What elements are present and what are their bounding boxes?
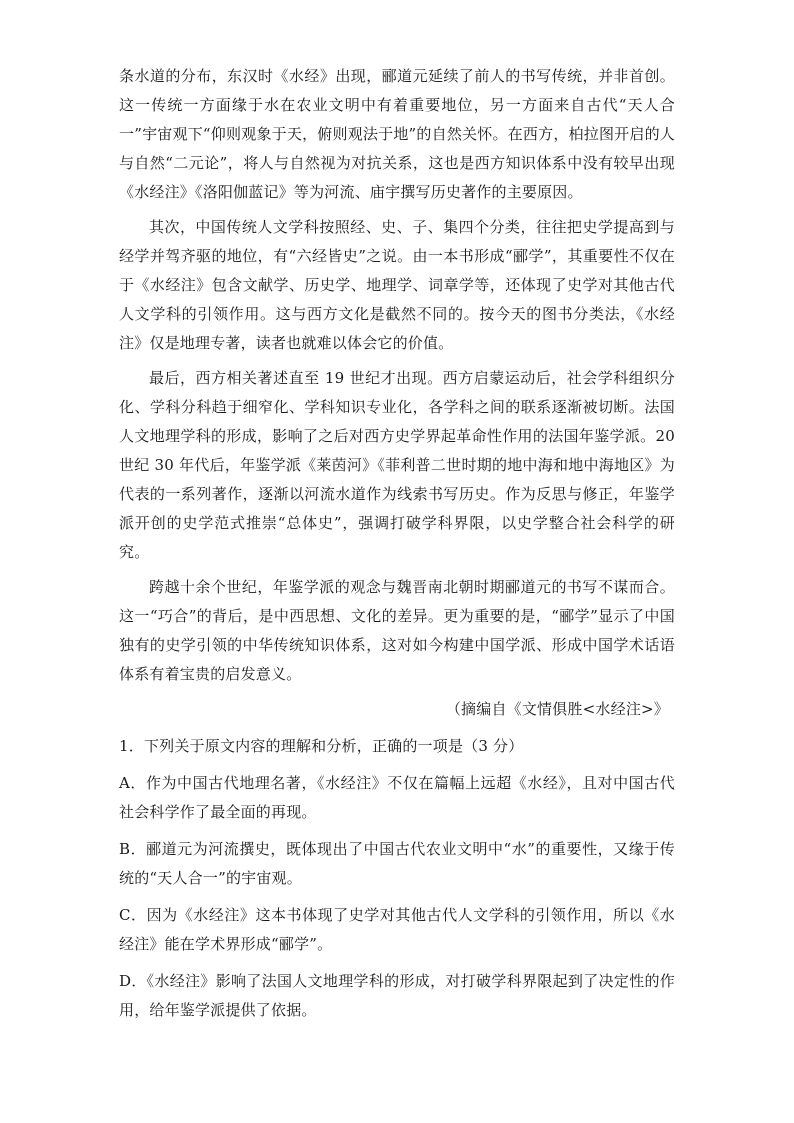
option-d: D．《水经注》影响了法国人文地理学科的形成，对打破学科界限起到了决定性的作用，给年鉴学派提供了依据。	[119, 972, 675, 1019]
paragraph-4: 跨越十余个世纪，年鉴学派的观念与魏晋南北朝时期郦道元的书写不谋而合。这一“巧合”的背后，是中西思想、文化的差异。更为重要的是，“郦学”显示了中国独有的史学引领的中华传统知识体系，这对如今构建中国学派、形成中国学术话语体系有着宝贵的启发意义。	[119, 578, 675, 683]
paragraph-3: 最后，西方相关著述直至 19 世纪才出现。西方启蒙运动后，社会学科组织分化、学科分科趋于细窄化、学科知识专业化，各学科之间的联系逐渐被切断。法国人文地理学科的形成，影响了之后对西方史学界起革命性作用的法国年鉴学派。20 世纪 30 年代后，年鉴学派《莱茵河》《菲利普二世时期的地中海和地中海地区》为代表的一系列著作，逐渐以河流水道作为线索书写历史。作为反思与修正，年鉴学派开创的史学范式推崇“总体史”，强调打破学科界限，以史学整合社会科学的研究。	[119, 369, 675, 561]
option-a: A．作为中国古代地理名著，《水经注》不仅在篇幅上远超《水经》，且对中国古代社会科学作了最全面的再现。	[119, 774, 675, 821]
source-citation: （摘编自《文情俱胜<水经注>》	[445, 700, 669, 718]
paragraph-1: 条水道的分布，东汉时《水经》出现，郦道元延续了前人的书写传统，并非首创。这一传统一方面缘于水在农业文明中有着重要地位，另一方面来自古代“天人合一”宇宙观下“仰则观象于天，俯则观法于地”的自然关怀。在西方，柏拉图开启的人与自然“二元论”，将人与自然视为对抗关系，这也是西方知识体系中没有较早出现《水经注》《洛阳伽蓝记》等为河流、庙宇撰写历史著作的主要原因。	[119, 67, 675, 201]
paragraph-2: 其次，中国传统人文学科按照经、史、子、集四个分类，往往把史学提高到与经学并驾齐驱的地位，有“六经皆史”之说。由一本书形成“郦学”，其重要性不仅在于《水经注》包含文献学、历史学、地理学、词章学等，还体现了史学对其他古代人文学科的引领作用。这与西方文化是截然不同的。按今天的图书分类法，《水经注》仅是地理专著，读者也就难以体会它的价值。	[119, 218, 675, 352]
document-page	[119, 62, 675, 1033]
option-b: B．郦道元为河流撰史，既体现出了中国古代农业文明中“水”的重要性，又缘于传统的“天人合一”的宇宙观。	[119, 840, 675, 887]
question-1: 1．下列关于原文内容的理解和分析，正确的一项是（3 分）	[119, 737, 524, 755]
option-c: C．因为《水经注》这本书体现了史学对其他古代人文学科的引领作用，所以《水经注》能在学术界形成“郦学”。	[119, 906, 675, 953]
